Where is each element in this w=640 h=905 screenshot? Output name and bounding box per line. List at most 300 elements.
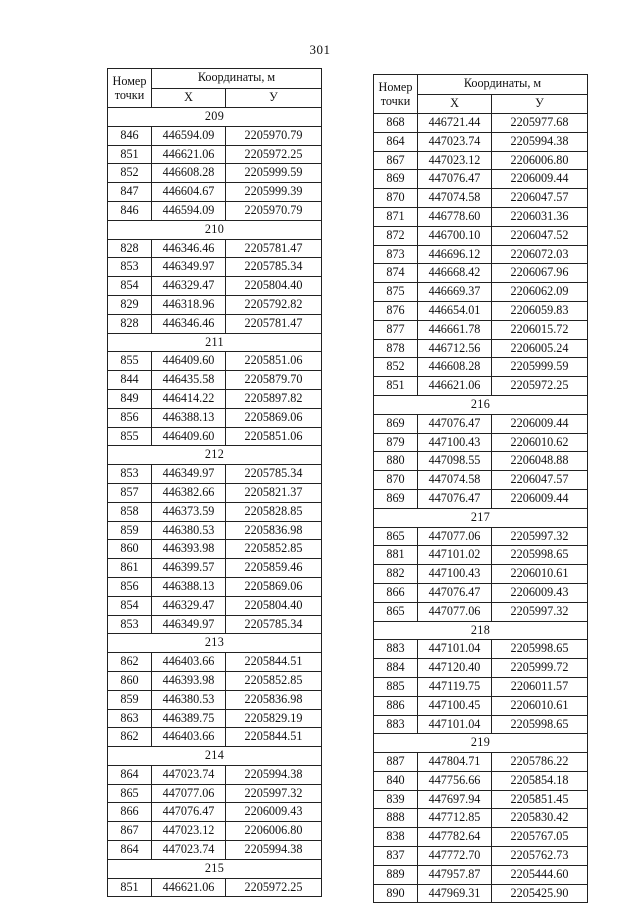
table-row: [108, 483, 322, 502]
section-row: [374, 395, 588, 414]
y-coordinate-cell: 2205829.19: [226, 709, 322, 728]
point-number-cell: 884: [374, 659, 418, 678]
x-coordinate-cell: 446346.46: [152, 314, 226, 333]
section-number: 219: [374, 734, 588, 753]
x-coordinate-cell: 447712.85: [418, 809, 492, 828]
y-coordinate-cell: 2206011.57: [492, 677, 588, 696]
table-row: [108, 540, 322, 559]
x-coordinate-cell: 446349.97: [152, 465, 226, 484]
x-coordinate-cell: 447100.43: [418, 565, 492, 584]
x-coordinate-cell: 447697.94: [418, 790, 492, 809]
y-coordinate-cell: 2206009.44: [492, 414, 588, 433]
point-number-cell: 872: [374, 226, 418, 245]
x-coordinate-cell: 446393.98: [152, 540, 226, 559]
y-coordinate-cell: 2205767.05: [492, 828, 588, 847]
table-row: [374, 828, 588, 847]
point-number-cell: 875: [374, 283, 418, 302]
y-coordinate-cell: 2206048.88: [492, 452, 588, 471]
x-coordinate-cell: 447772.70: [418, 847, 492, 866]
point-number-cell: 867: [108, 822, 152, 841]
y-coordinate-cell: 2205997.32: [492, 602, 588, 621]
y-coordinate-cell: 2205854.18: [492, 771, 588, 790]
y-coordinate-cell: 2205425.90: [492, 884, 588, 903]
table-row: [374, 452, 588, 471]
y-coordinate-cell: 2206009.44: [492, 170, 588, 189]
point-number-cell: 853: [108, 258, 152, 277]
header-coordinates: Координаты, м: [152, 69, 322, 89]
page-number: 301: [309, 42, 331, 57]
table-row: [108, 427, 322, 446]
y-coordinate-cell: 2206006.80: [492, 151, 588, 170]
x-coordinate-cell: 446346.46: [152, 239, 226, 258]
table-row: [374, 583, 588, 602]
point-number-cell: 877: [374, 320, 418, 339]
header-y: У: [226, 88, 322, 108]
y-coordinate-cell: 2205844.51: [226, 728, 322, 747]
y-coordinate-cell: 2206047.57: [492, 189, 588, 208]
y-coordinate-cell: 2206009.44: [492, 489, 588, 508]
x-coordinate-cell: 447119.75: [418, 677, 492, 696]
x-coordinate-cell: 446380.53: [152, 690, 226, 709]
point-number-cell: 868: [374, 114, 418, 133]
y-coordinate-cell: 2205994.38: [226, 765, 322, 784]
x-coordinate-cell: 446712.56: [418, 339, 492, 358]
x-coordinate-cell: 446669.37: [418, 283, 492, 302]
section-row: [374, 621, 588, 640]
y-coordinate-cell: 2205830.42: [492, 809, 588, 828]
point-number-cell: 879: [374, 433, 418, 452]
table-row: [108, 201, 322, 220]
point-number-cell: 854: [108, 277, 152, 296]
point-number-cell: 866: [374, 583, 418, 602]
x-coordinate-cell: 446388.13: [152, 408, 226, 427]
y-coordinate-cell: 2205828.85: [226, 502, 322, 521]
point-number-cell: 890: [374, 884, 418, 903]
point-number-cell: 853: [108, 465, 152, 484]
x-coordinate-cell: 447782.64: [418, 828, 492, 847]
header-point-line2: точки: [380, 94, 411, 108]
table-row: [108, 521, 322, 540]
table-row: [374, 884, 588, 903]
table-row: [374, 264, 588, 283]
table-row: [374, 283, 588, 302]
y-coordinate-cell: 2205762.73: [492, 847, 588, 866]
y-coordinate-cell: 2206047.57: [492, 471, 588, 490]
x-coordinate-cell: 447023.12: [418, 151, 492, 170]
section-number: 212: [108, 446, 322, 465]
point-number-cell: 839: [374, 790, 418, 809]
table-row: [374, 189, 588, 208]
table-row: [108, 126, 322, 145]
section-row: [108, 108, 322, 127]
coordinates-table-left: [107, 68, 322, 897]
point-number-cell: 869: [374, 170, 418, 189]
header-x: X: [418, 94, 492, 114]
y-coordinate-cell: 2205852.85: [226, 671, 322, 690]
y-coordinate-cell: 2205999.59: [492, 358, 588, 377]
y-coordinate-cell: 2205970.79: [226, 126, 322, 145]
table-row: [108, 728, 322, 747]
point-number-cell: 864: [108, 765, 152, 784]
table-row: [374, 471, 588, 490]
section-number: 211: [108, 333, 322, 352]
x-coordinate-cell: 446382.66: [152, 483, 226, 502]
table-row: [108, 878, 322, 897]
x-coordinate-cell: 447957.87: [418, 865, 492, 884]
point-number-cell: 865: [374, 527, 418, 546]
table-row: [108, 295, 322, 314]
section-row: [108, 634, 322, 653]
point-number-cell: 856: [108, 408, 152, 427]
point-number-cell: 854: [108, 596, 152, 615]
table-row: [108, 371, 322, 390]
x-coordinate-cell: 446403.66: [152, 728, 226, 747]
x-coordinate-cell: 446608.28: [418, 358, 492, 377]
y-coordinate-cell: 2205836.98: [226, 521, 322, 540]
point-number-cell: 851: [374, 377, 418, 396]
table-row: [108, 653, 322, 672]
table-row: [108, 239, 322, 258]
y-coordinate-cell: 2206010.62: [492, 433, 588, 452]
x-coordinate-cell: 446621.06: [152, 145, 226, 164]
table-row: [374, 771, 588, 790]
table-body-right: [374, 114, 588, 903]
x-coordinate-cell: 447804.71: [418, 753, 492, 772]
table-row: [108, 841, 322, 860]
section-row: [108, 747, 322, 766]
y-coordinate-cell: 2205997.32: [492, 527, 588, 546]
point-number-cell: 883: [374, 715, 418, 734]
point-number-cell: 870: [374, 189, 418, 208]
point-number-cell: 889: [374, 865, 418, 884]
y-coordinate-cell: 2205977.68: [492, 114, 588, 133]
y-coordinate-cell: 2205785.34: [226, 465, 322, 484]
y-coordinate-cell: 2205994.38: [492, 132, 588, 151]
x-coordinate-cell: 446608.28: [152, 164, 226, 183]
section-number: 213: [108, 634, 322, 653]
table-row: [374, 339, 588, 358]
y-coordinate-cell: 2205785.34: [226, 615, 322, 634]
table-row: [374, 358, 588, 377]
x-coordinate-cell: 447023.12: [152, 822, 226, 841]
x-coordinate-cell: 446389.75: [152, 709, 226, 728]
x-coordinate-cell: 446435.58: [152, 371, 226, 390]
point-number-cell: 865: [108, 784, 152, 803]
point-number-cell: 860: [108, 671, 152, 690]
section-number: 217: [374, 508, 588, 527]
table-row: [374, 320, 588, 339]
header-point-line1: Номер: [112, 74, 147, 88]
section-row: [108, 220, 322, 239]
table-row: [374, 245, 588, 264]
point-number-cell: 873: [374, 245, 418, 264]
table-row: [108, 502, 322, 521]
table-row: [374, 659, 588, 678]
x-coordinate-cell: 447074.58: [418, 189, 492, 208]
point-number-cell: 885: [374, 677, 418, 696]
y-coordinate-cell: 2205852.85: [226, 540, 322, 559]
table-row: [374, 790, 588, 809]
point-number-cell: 862: [108, 653, 152, 672]
point-number-cell: 837: [374, 847, 418, 866]
y-coordinate-cell: 2205997.32: [226, 784, 322, 803]
table-row: [374, 696, 588, 715]
x-coordinate-cell: 447074.58: [418, 471, 492, 490]
y-coordinate-cell: 2206009.43: [226, 803, 322, 822]
y-coordinate-cell: 2206072.03: [492, 245, 588, 264]
header-coordinates: Координаты, м: [418, 75, 588, 95]
x-coordinate-cell: 447077.06: [152, 784, 226, 803]
section-number: 209: [108, 108, 322, 127]
table-row: [374, 565, 588, 584]
point-number-cell: 853: [108, 615, 152, 634]
x-coordinate-cell: 446668.42: [418, 264, 492, 283]
x-coordinate-cell: 447120.40: [418, 659, 492, 678]
y-coordinate-cell: 2205804.40: [226, 277, 322, 296]
header-point-number: [108, 69, 152, 108]
header-x: X: [152, 88, 226, 108]
point-number-cell: 870: [374, 471, 418, 490]
y-coordinate-cell: 2205972.25: [492, 377, 588, 396]
x-coordinate-cell: 446594.09: [152, 126, 226, 145]
point-number-cell: 852: [374, 358, 418, 377]
x-coordinate-cell: 447077.06: [418, 527, 492, 546]
y-coordinate-cell: 2206062.09: [492, 283, 588, 302]
y-coordinate-cell: 2205859.46: [226, 559, 322, 578]
y-coordinate-cell: 2205869.06: [226, 408, 322, 427]
table-row: [374, 226, 588, 245]
section-row: [108, 446, 322, 465]
point-number-cell: 846: [108, 126, 152, 145]
x-coordinate-cell: 446700.10: [418, 226, 492, 245]
x-coordinate-cell: 446661.78: [418, 320, 492, 339]
x-coordinate-cell: 447076.47: [418, 170, 492, 189]
table-row: [108, 277, 322, 296]
point-number-cell: 851: [108, 145, 152, 164]
y-coordinate-cell: 2206059.83: [492, 301, 588, 320]
table-row: [108, 352, 322, 371]
x-coordinate-cell: 446329.47: [152, 277, 226, 296]
x-coordinate-cell: 446403.66: [152, 653, 226, 672]
y-coordinate-cell: 2206067.96: [492, 264, 588, 283]
y-coordinate-cell: 2205999.39: [226, 183, 322, 202]
point-number-cell: 869: [374, 489, 418, 508]
x-coordinate-cell: 446318.96: [152, 295, 226, 314]
point-number-cell: 840: [374, 771, 418, 790]
y-coordinate-cell: 2205821.37: [226, 483, 322, 502]
x-coordinate-cell: 447076.47: [418, 583, 492, 602]
point-number-cell: 851: [108, 878, 152, 897]
header-point-number: [374, 75, 418, 114]
x-coordinate-cell: 447023.74: [152, 841, 226, 860]
table-row: [374, 301, 588, 320]
table-body-left: [108, 108, 322, 897]
x-coordinate-cell: 446388.13: [152, 577, 226, 596]
x-coordinate-cell: 447076.47: [418, 489, 492, 508]
table-row: [108, 314, 322, 333]
point-number-cell: 876: [374, 301, 418, 320]
x-coordinate-cell: 446414.22: [152, 389, 226, 408]
table-row: [108, 709, 322, 728]
x-coordinate-cell: 446604.67: [152, 183, 226, 202]
x-coordinate-cell: 447100.43: [418, 433, 492, 452]
point-number-cell: 847: [108, 183, 152, 202]
y-coordinate-cell: 2205851.45: [492, 790, 588, 809]
point-number-cell: 844: [108, 371, 152, 390]
y-coordinate-cell: 2205869.06: [226, 577, 322, 596]
point-number-cell: 861: [108, 559, 152, 578]
point-number-cell: 860: [108, 540, 152, 559]
point-number-cell: 829: [108, 295, 152, 314]
y-coordinate-cell: 2205970.79: [226, 201, 322, 220]
x-coordinate-cell: 447101.04: [418, 640, 492, 659]
x-coordinate-cell: 447101.04: [418, 715, 492, 734]
table-row: [374, 207, 588, 226]
y-coordinate-cell: 2205972.25: [226, 145, 322, 164]
point-number-cell: 828: [108, 314, 152, 333]
point-number-cell: 856: [108, 577, 152, 596]
section-number: 214: [108, 747, 322, 766]
table-row: [374, 865, 588, 884]
point-number-cell: 846: [108, 201, 152, 220]
y-coordinate-cell: 2205844.51: [226, 653, 322, 672]
y-coordinate-cell: 2205972.25: [226, 878, 322, 897]
point-number-cell: 878: [374, 339, 418, 358]
x-coordinate-cell: 446721.44: [418, 114, 492, 133]
y-coordinate-cell: 2206006.80: [226, 822, 322, 841]
y-coordinate-cell: 2205781.47: [226, 239, 322, 258]
table-row: [374, 602, 588, 621]
y-coordinate-cell: 2205792.82: [226, 295, 322, 314]
y-coordinate-cell: 2205851.06: [226, 427, 322, 446]
table-row: [374, 151, 588, 170]
table-row: [108, 577, 322, 596]
x-coordinate-cell: 447076.47: [152, 803, 226, 822]
point-number-cell: 882: [374, 565, 418, 584]
x-coordinate-cell: 446654.01: [418, 301, 492, 320]
x-coordinate-cell: 447100.45: [418, 696, 492, 715]
point-number-cell: 874: [374, 264, 418, 283]
y-coordinate-cell: 2205786.22: [492, 753, 588, 772]
x-coordinate-cell: 446409.60: [152, 352, 226, 371]
x-coordinate-cell: 446696.12: [418, 245, 492, 264]
section-row: [374, 508, 588, 527]
y-coordinate-cell: 2206031.36: [492, 207, 588, 226]
y-coordinate-cell: 2206010.61: [492, 696, 588, 715]
point-number-cell: 838: [374, 828, 418, 847]
table-row: [374, 170, 588, 189]
x-coordinate-cell: 446329.47: [152, 596, 226, 615]
point-number-cell: 863: [108, 709, 152, 728]
section-row: [108, 333, 322, 352]
table-row: [108, 596, 322, 615]
x-coordinate-cell: 447756.66: [418, 771, 492, 790]
x-coordinate-cell: 446621.06: [152, 878, 226, 897]
table-row: [108, 765, 322, 784]
point-number-cell: 871: [374, 207, 418, 226]
table-row: [108, 164, 322, 183]
table-row: [374, 377, 588, 396]
table-row: [374, 640, 588, 659]
section-number: 216: [374, 395, 588, 414]
point-number-cell: 887: [374, 753, 418, 772]
x-coordinate-cell: 447077.06: [418, 602, 492, 621]
x-coordinate-cell: 446349.97: [152, 258, 226, 277]
point-number-cell: 864: [108, 841, 152, 860]
y-coordinate-cell: 2205998.65: [492, 715, 588, 734]
section-number: 215: [108, 859, 322, 878]
y-coordinate-cell: 2205994.38: [226, 841, 322, 860]
section-number: 210: [108, 220, 322, 239]
point-number-cell: 859: [108, 521, 152, 540]
table-row: [108, 615, 322, 634]
x-coordinate-cell: 446373.59: [152, 502, 226, 521]
y-coordinate-cell: 2205999.59: [226, 164, 322, 183]
x-coordinate-cell: 446409.60: [152, 427, 226, 446]
y-coordinate-cell: 2205444.60: [492, 865, 588, 884]
y-coordinate-cell: 2205804.40: [226, 596, 322, 615]
y-coordinate-cell: 2205879.70: [226, 371, 322, 390]
table-row: [108, 671, 322, 690]
table-row: [108, 465, 322, 484]
point-number-cell: 880: [374, 452, 418, 471]
table-row: [374, 489, 588, 508]
point-number-cell: 858: [108, 502, 152, 521]
table-row: [374, 546, 588, 565]
y-coordinate-cell: 2205998.65: [492, 640, 588, 659]
x-coordinate-cell: 447101.02: [418, 546, 492, 565]
section-row: [374, 734, 588, 753]
table-row: [108, 183, 322, 202]
point-number-cell: 857: [108, 483, 152, 502]
table-row: [108, 690, 322, 709]
point-number-cell: 869: [374, 414, 418, 433]
x-coordinate-cell: 447023.74: [152, 765, 226, 784]
x-coordinate-cell: 446594.09: [152, 201, 226, 220]
x-coordinate-cell: 447098.55: [418, 452, 492, 471]
point-number-cell: 864: [374, 132, 418, 151]
y-coordinate-cell: 2205851.06: [226, 352, 322, 371]
table-row: [374, 414, 588, 433]
table-row: [108, 258, 322, 277]
point-number-cell: 849: [108, 389, 152, 408]
y-coordinate-cell: 2205999.72: [492, 659, 588, 678]
x-coordinate-cell: 447969.31: [418, 884, 492, 903]
point-number-cell: 883: [374, 640, 418, 659]
y-coordinate-cell: 2206009.43: [492, 583, 588, 602]
section-number: 218: [374, 621, 588, 640]
x-coordinate-cell: 446393.98: [152, 671, 226, 690]
table-row: [374, 132, 588, 151]
point-number-cell: 859: [108, 690, 152, 709]
y-coordinate-cell: 2206005.24: [492, 339, 588, 358]
table-row: [374, 753, 588, 772]
point-number-cell: 886: [374, 696, 418, 715]
point-number-cell: 862: [108, 728, 152, 747]
table-row: [108, 145, 322, 164]
point-number-cell: 866: [108, 803, 152, 822]
table-row: [374, 114, 588, 133]
table-row: [108, 408, 322, 427]
x-coordinate-cell: 446399.57: [152, 559, 226, 578]
table-row: [108, 559, 322, 578]
x-coordinate-cell: 447023.74: [418, 132, 492, 151]
y-coordinate-cell: 2205897.82: [226, 389, 322, 408]
header-point-line2: точки: [114, 88, 145, 102]
point-number-cell: 865: [374, 602, 418, 621]
y-coordinate-cell: 2206047.52: [492, 226, 588, 245]
table-row: [374, 677, 588, 696]
